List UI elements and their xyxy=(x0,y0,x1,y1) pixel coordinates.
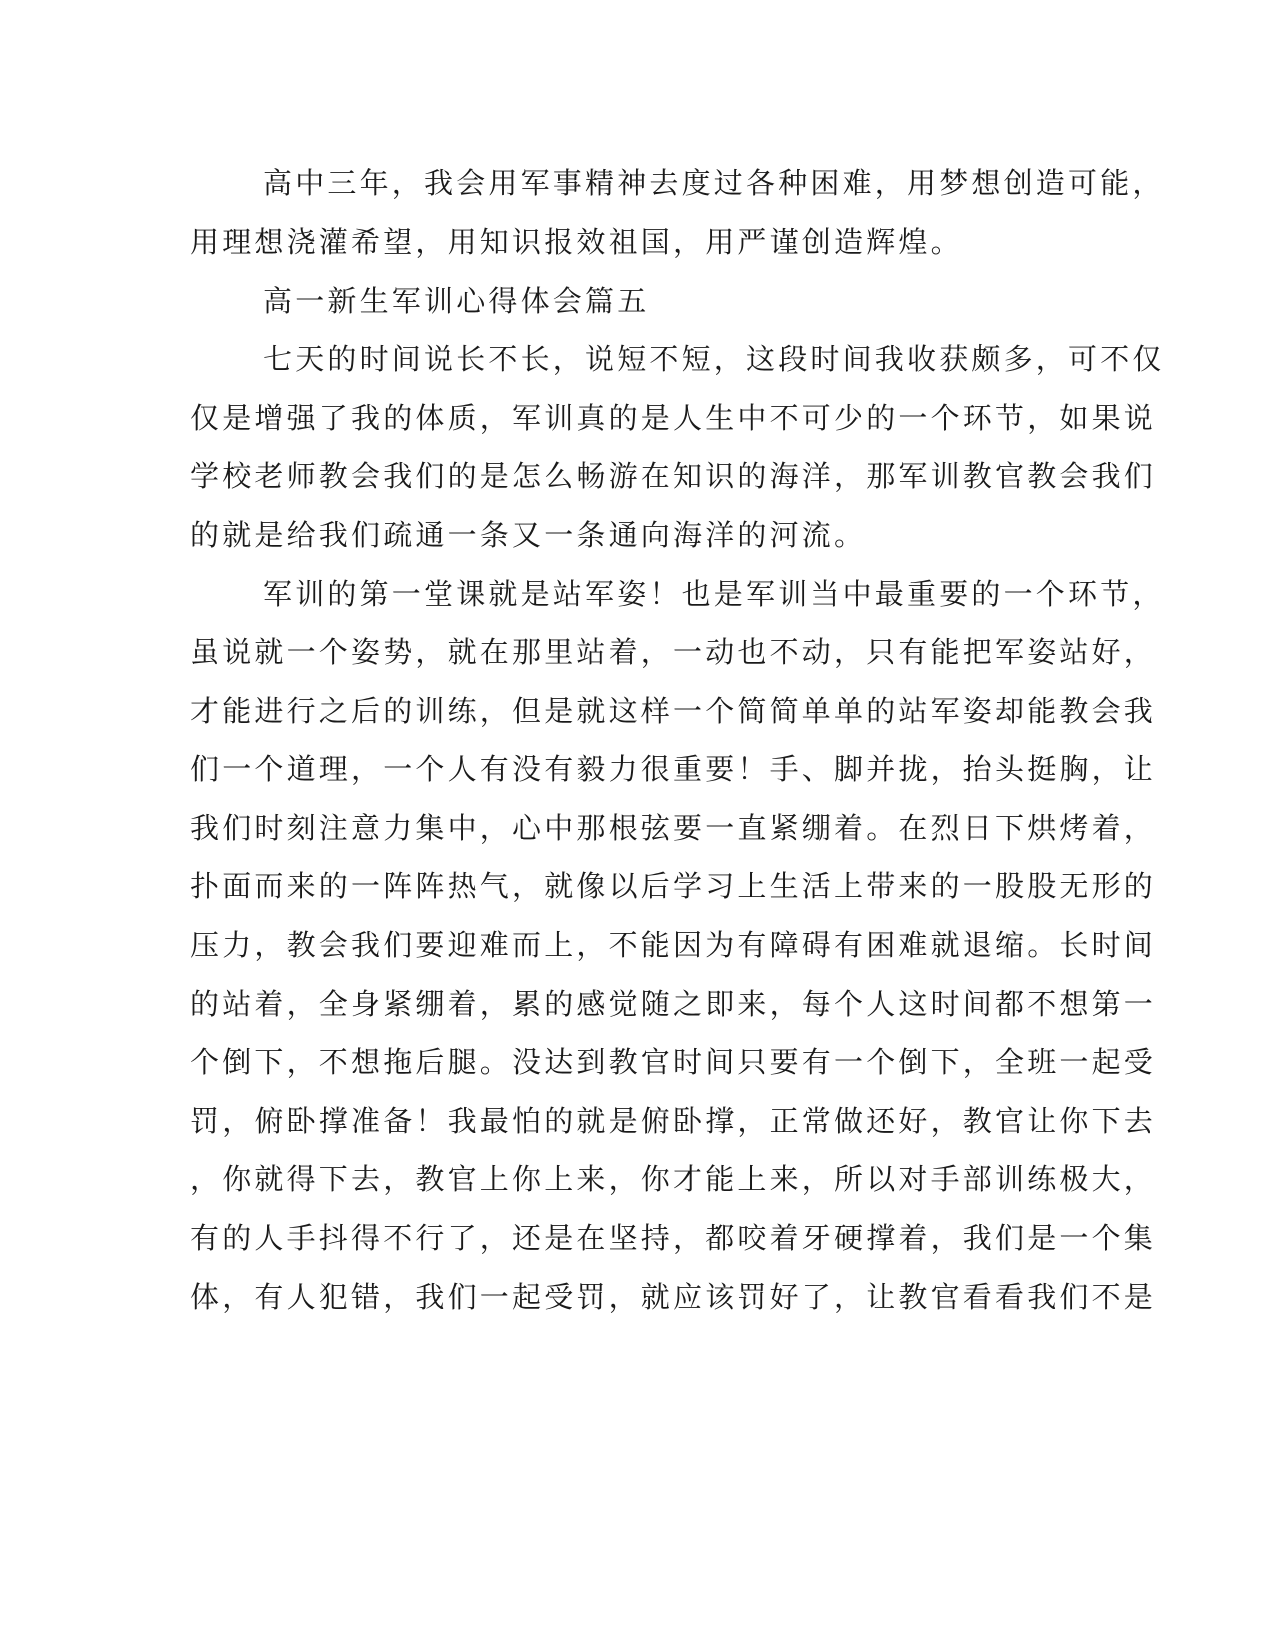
paragraph-line: 们一个道理，一个人有没有毅力很重要！手、脚并拢，抬头挺胸，让 xyxy=(190,752,1157,786)
paragraph-line: 体，有人犯错，我们一起受罚，就应该罚好了，让教官看看我们不是 xyxy=(190,1280,1157,1314)
paragraph-line: 个倒下，不想拖后腿。没达到教官时间只要有一个倒下，全班一起受 xyxy=(190,1045,1157,1079)
paragraph-line: 用理想浇灌希望，用知识报效祖国，用严谨创造辉煌。 xyxy=(190,225,963,259)
paragraph-line: 军训的第一堂课就是站军姿！也是军训当中最重要的一个环节， xyxy=(263,577,1165,611)
paragraph-line: 虽说就一个姿势，就在那里站着，一动也不动，只有能把军姿站好， xyxy=(190,635,1157,669)
paragraph-line: 罚，俯卧撑准备！我最怕的就是俯卧撑，正常做还好，教官让你下去 xyxy=(190,1104,1157,1138)
paragraph-line: 压力，教会我们要迎难而上，不能因为有障碍有困难就退缩。长时间 xyxy=(190,928,1157,962)
paragraph-line: 才能进行之后的训练，但是就这样一个简简单单的站军姿却能教会我 xyxy=(190,694,1157,728)
paragraph-line: 学校老师教会我们的是怎么畅游在知识的海洋，那军训教官教会我们 xyxy=(190,459,1157,493)
paragraph-line: 高中三年，我会用军事精神去度过各种困难，用梦想创造可能， xyxy=(263,166,1165,200)
paragraph-line: 七天的时间说长不长，说短不短，这段时间我收获颇多，可不仅 xyxy=(263,342,1165,376)
paragraph-line: 仅是增强了我的体质，军训真的是人生中不可少的一个环节，如果说 xyxy=(190,401,1157,435)
paragraph-line: 的站着，全身紧绷着，累的感觉随之即来，每个人这时间都不想第一 xyxy=(190,987,1157,1021)
paragraph-line: 我们时刻注意力集中，心中那根弦要一直紧绷着。在烈日下烘烤着， xyxy=(190,811,1157,845)
section-heading: 高一新生军训心得体会篇五 xyxy=(263,284,650,318)
paragraph-line: ，你就得下去，教官上你上来，你才能上来，所以对手部训练极大， xyxy=(190,1162,1157,1196)
paragraph-line: 有的人手抖得不行了，还是在坚持，都咬着牙硬撑着，我们是一个集 xyxy=(190,1221,1157,1255)
paragraph-line: 扑面而来的一阵阵热气，就像以后学习上生活上带来的一股股无形的 xyxy=(190,869,1157,903)
paragraph-line: 的就是给我们疏通一条又一条通向海洋的河流。 xyxy=(190,518,867,552)
